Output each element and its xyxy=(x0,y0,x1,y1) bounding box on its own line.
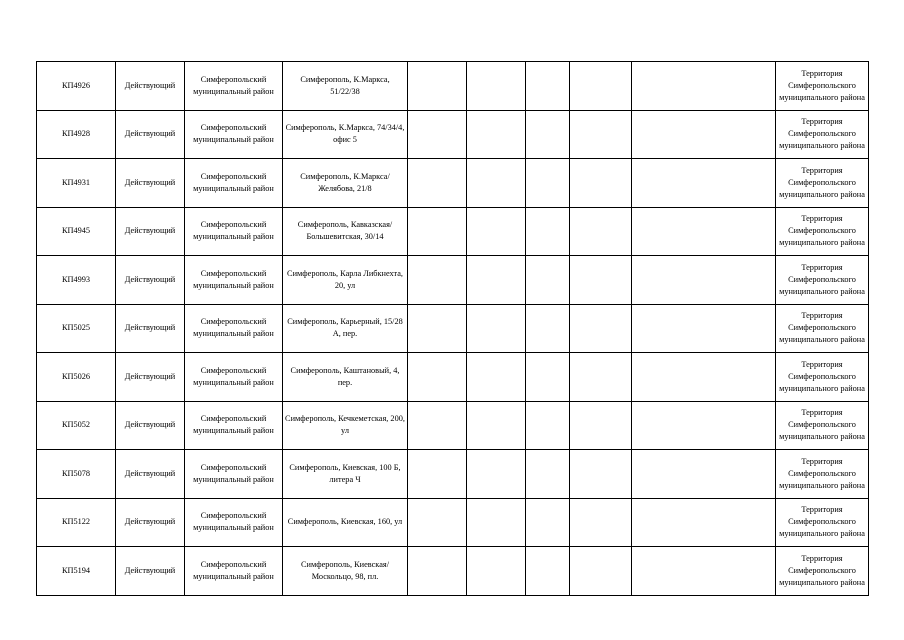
cell-empty xyxy=(467,207,526,256)
cell-district: Симферопольский муниципальный район xyxy=(185,450,283,499)
cell-empty xyxy=(570,304,632,353)
cell-status: Действующий xyxy=(116,207,185,256)
table-row xyxy=(37,304,869,353)
cell-empty xyxy=(632,62,776,111)
cell-territory: Территория Симферопольского муниципального района xyxy=(776,207,869,256)
cell-empty xyxy=(408,353,467,402)
cell-address: Симферополь, Киевская, 160, ул xyxy=(283,498,408,547)
cell-empty xyxy=(526,110,570,159)
cell-code: КП4926 xyxy=(37,62,116,111)
cell-empty xyxy=(526,159,570,208)
cell-district: Симферопольский муниципальный район xyxy=(185,547,283,596)
cell-territory: Территория Симферопольского муниципального района xyxy=(776,304,869,353)
cell-district: Симферопольский муниципальный район xyxy=(185,207,283,256)
cell-empty xyxy=(408,62,467,111)
cell-code: КП4931 xyxy=(37,159,116,208)
cell-address: Симферополь, Киевская/ Москольцо, 98, пл. xyxy=(283,547,408,596)
cell-empty xyxy=(632,110,776,159)
cell-territory: Территория Симферопольского муниципального района xyxy=(776,401,869,450)
cell-status: Действующий xyxy=(116,62,185,111)
cell-territory: Территория Симферопольского муниципального района xyxy=(776,256,869,305)
cell-empty xyxy=(467,353,526,402)
cell-status: Действующий xyxy=(116,498,185,547)
cell-code: КП5194 xyxy=(37,547,116,596)
cell-code: КП4993 xyxy=(37,256,116,305)
cell-address: Симферополь, К.Маркса/ Желябова, 21/8 xyxy=(283,159,408,208)
cell-empty xyxy=(632,353,776,402)
cell-code: КП5078 xyxy=(37,450,116,499)
cell-empty xyxy=(570,353,632,402)
cell-empty xyxy=(526,547,570,596)
cell-district: Симферопольский муниципальный район xyxy=(185,304,283,353)
table-row xyxy=(37,401,869,450)
cell-code: КП5122 xyxy=(37,498,116,547)
cell-address: Симферополь, Кечкеметская, 200, ул xyxy=(283,401,408,450)
cell-empty xyxy=(570,256,632,305)
cell-empty xyxy=(570,110,632,159)
cell-empty xyxy=(570,401,632,450)
cell-code: КП5052 xyxy=(37,401,116,450)
cell-address: Симферополь, Каштановый, 4, пер. xyxy=(283,353,408,402)
cell-empty xyxy=(526,498,570,547)
cell-status: Действующий xyxy=(116,547,185,596)
cell-empty xyxy=(408,498,467,547)
cell-status: Действующий xyxy=(116,256,185,305)
cell-empty xyxy=(467,498,526,547)
cell-empty xyxy=(467,450,526,499)
cell-status: Действующий xyxy=(116,401,185,450)
cell-empty xyxy=(408,401,467,450)
cell-empty xyxy=(526,62,570,111)
cell-code: КП4945 xyxy=(37,207,116,256)
cell-code: КП5025 xyxy=(37,304,116,353)
cell-empty xyxy=(467,304,526,353)
cell-empty xyxy=(526,304,570,353)
cell-empty xyxy=(526,401,570,450)
cell-address: Симферополь, Кавказская/Большевитская, 30/14 xyxy=(283,207,408,256)
cell-address: Симферополь, Карла Либкнехта, 20, ул xyxy=(283,256,408,305)
cell-empty xyxy=(408,110,467,159)
cell-empty xyxy=(526,256,570,305)
cell-empty xyxy=(408,547,467,596)
table-row xyxy=(37,353,869,402)
cell-empty xyxy=(570,498,632,547)
cell-empty xyxy=(632,450,776,499)
cell-address: Симферополь, Карьерный, 15/28 А, пер. xyxy=(283,304,408,353)
cell-empty xyxy=(467,256,526,305)
table-row xyxy=(37,450,869,499)
cell-code: КП4928 xyxy=(37,110,116,159)
cell-empty xyxy=(408,304,467,353)
cell-empty xyxy=(467,62,526,111)
cell-address: Симферополь, Киевская, 100 Б, литера Ч xyxy=(283,450,408,499)
table-row xyxy=(37,256,869,305)
cell-territory: Территория Симферопольского муниципального района xyxy=(776,353,869,402)
cell-status: Действующий xyxy=(116,450,185,499)
cell-empty xyxy=(570,159,632,208)
cell-empty xyxy=(408,207,467,256)
cell-empty xyxy=(467,401,526,450)
cell-empty xyxy=(408,450,467,499)
cell-empty xyxy=(526,450,570,499)
cell-empty xyxy=(526,353,570,402)
cell-empty xyxy=(467,110,526,159)
cell-territory: Территория Симферопольского муниципального района xyxy=(776,547,869,596)
cell-territory: Территория Симферопольского муниципального района xyxy=(776,450,869,499)
cell-territory: Территория Симферопольского муниципального района xyxy=(776,498,869,547)
cell-empty xyxy=(570,62,632,111)
cell-empty xyxy=(632,207,776,256)
cell-empty xyxy=(632,547,776,596)
cell-empty xyxy=(632,304,776,353)
cell-address: Симферополь, К.Маркса, 51/22/38 xyxy=(283,62,408,111)
cell-empty xyxy=(570,547,632,596)
cell-address: Симферополь, К.Маркса, 74/34/4, офис 5 xyxy=(283,110,408,159)
cell-code: КП5026 xyxy=(37,353,116,402)
cell-district: Симферопольский муниципальный район xyxy=(185,353,283,402)
cell-empty xyxy=(526,207,570,256)
registry-table xyxy=(36,61,869,596)
cell-empty xyxy=(467,547,526,596)
table-row xyxy=(37,110,869,159)
cell-territory: Территория Симферопольского муниципального района xyxy=(776,110,869,159)
registry-body xyxy=(37,62,869,596)
cell-district: Симферопольский муниципальный район xyxy=(185,256,283,305)
table-row xyxy=(37,159,869,208)
cell-status: Действующий xyxy=(116,304,185,353)
table-row xyxy=(37,62,869,111)
cell-status: Действующий xyxy=(116,159,185,208)
cell-empty xyxy=(632,159,776,208)
cell-district: Симферопольский муниципальный район xyxy=(185,62,283,111)
cell-territory: Территория Симферопольского муниципального района xyxy=(776,62,869,111)
cell-empty xyxy=(408,256,467,305)
cell-district: Симферопольский муниципальный район xyxy=(185,159,283,208)
cell-empty xyxy=(632,401,776,450)
cell-status: Действующий xyxy=(116,110,185,159)
cell-district: Симферопольский муниципальный район xyxy=(185,110,283,159)
cell-status: Действующий xyxy=(116,353,185,402)
cell-territory: Территория Симферопольского муниципального района xyxy=(776,159,869,208)
cell-district: Симферопольский муниципальный район xyxy=(185,401,283,450)
cell-empty xyxy=(467,159,526,208)
table-row xyxy=(37,547,869,596)
cell-empty xyxy=(570,207,632,256)
cell-district: Симферопольский муниципальный район xyxy=(185,498,283,547)
cell-empty xyxy=(570,450,632,499)
table-row xyxy=(37,207,869,256)
table-row xyxy=(37,498,869,547)
cell-empty xyxy=(632,498,776,547)
cell-empty xyxy=(408,159,467,208)
cell-empty xyxy=(632,256,776,305)
